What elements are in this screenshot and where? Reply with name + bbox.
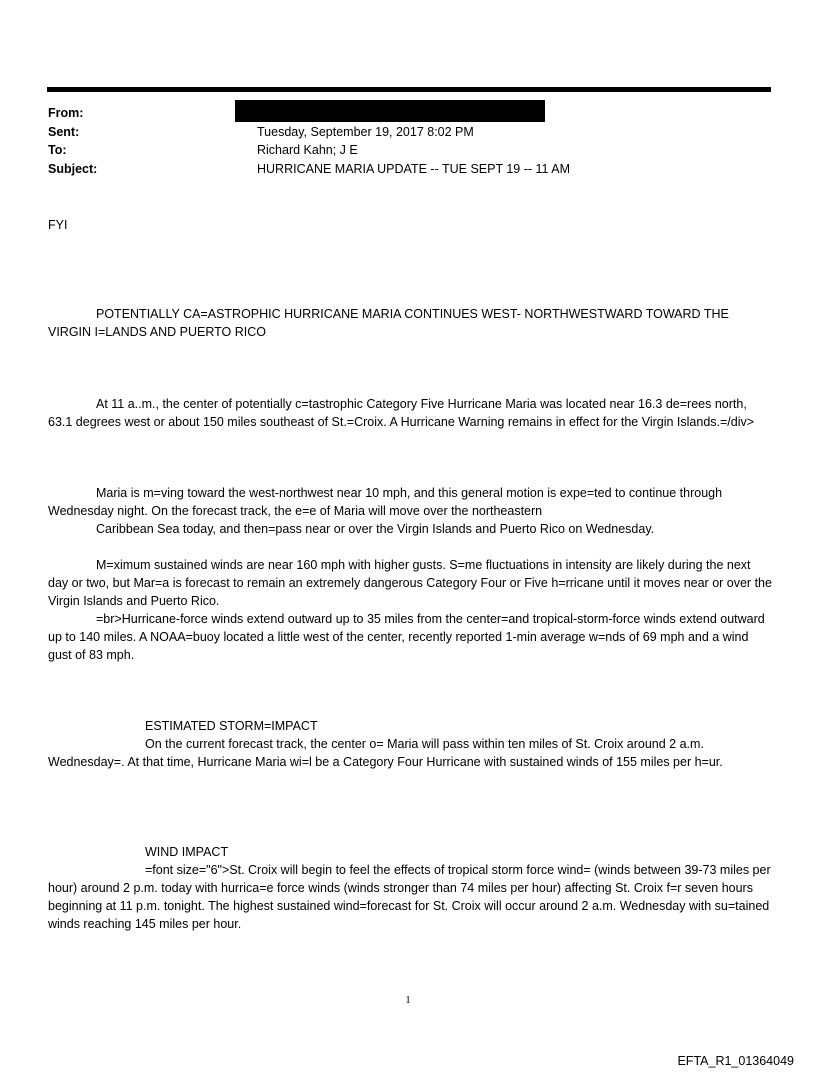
paragraph-motion-continued: Caribbean Sea today, and then=pass near or over the Virgin Islands and Puerto Rico on Wednesday. (96, 522, 655, 536)
fyi-text: FYI (48, 218, 68, 232)
document-id: EFTA_R1_01364049 (677, 1054, 794, 1068)
storm-impact-text: On the current forecast track, the center o= Maria will pass within ten miles of St. Croix around 2 a.m. Wednesday=. At that time, Hurricane Maria wi=l be a Category Four Hurricane with sustained winds of 155 miles per h=ur. (48, 737, 723, 769)
paragraph-motion: Maria is m=ving toward the west-northwest near 10 mph, and this general motion is expe=ted to continue through Wednesday night. On the forecast track, the e=e of Maria will move over the northeastern (48, 486, 723, 518)
wind-impact-text: =font size="6">St. Croix will begin to feel the effects of tropical storm force wind= (winds between 39-73 miles per hour) around 2 p.m. today with hurrica=e force winds (winds stronger than 74 miles per hour) affecting St. Croix f=r seven hours beginning at 11 p.m. tonight. The highest sustained wind=forecast for St. Croix will occur around 2 a.m. Wednesday with su=tained winds reaching 145 miles per hour. (48, 863, 771, 931)
paragraph-wind-extent: =br>Hurricane-force winds extend outward up to 35 miles from the center=and tropical-storm-force winds extend outward up to 140 miles. A NOAA=buoy located a little west of the center, recently reported 1-min average w=nds of 69 mph and a wind gust of 83 mph. (48, 612, 765, 662)
storm-impact-heading: ESTIMATED STORM=IMPACT (145, 719, 318, 733)
paragraph-winds: M=ximum sustained winds are near 160 mph with higher gusts. S=me fluctuations in intensity are likely during the next day or two, but Mar=a is forecast to remain an extremely dangerous Category Four or Five h=rricane until it moves near or over the Virgin Islands and Puerto Rico. (48, 558, 772, 608)
headline: POTENTIALLY CA=ASTROPHIC HURRICANE MARIA CONTINUES WEST- NORTHWESTWARD TOWARD THE VIRGIN I=LANDS AND PUERTO RICO (48, 307, 729, 339)
wind-impact-heading: WIND IMPACT (145, 845, 229, 859)
page-number: 1 (405, 994, 411, 1006)
subject-value: HURRICANE MARIA UPDATE -- TUE SEPT 19 -- 11 AM (257, 162, 571, 176)
to-label: To: (48, 143, 67, 157)
to-value: Richard Kahn; J E (257, 143, 358, 157)
from-label: From: (48, 106, 84, 120)
paragraph-location: At 11 a..m., the center of potentially c=tastrophic Category Five Hurricane Maria was located near 16.3 de=rees north, 63.1 degrees west or about 150 miles southeast of St.=Croix. A Hurricane Warning remains in effect for the Virgin Islands.=/div> (48, 397, 755, 429)
header-divider (47, 87, 771, 92)
sent-value: Tuesday, September 19, 2017 8:02 PM (257, 125, 474, 139)
sent-label: Sent: (48, 125, 80, 139)
subject-label: Subject: (48, 162, 98, 176)
redacted-sender (235, 100, 545, 122)
